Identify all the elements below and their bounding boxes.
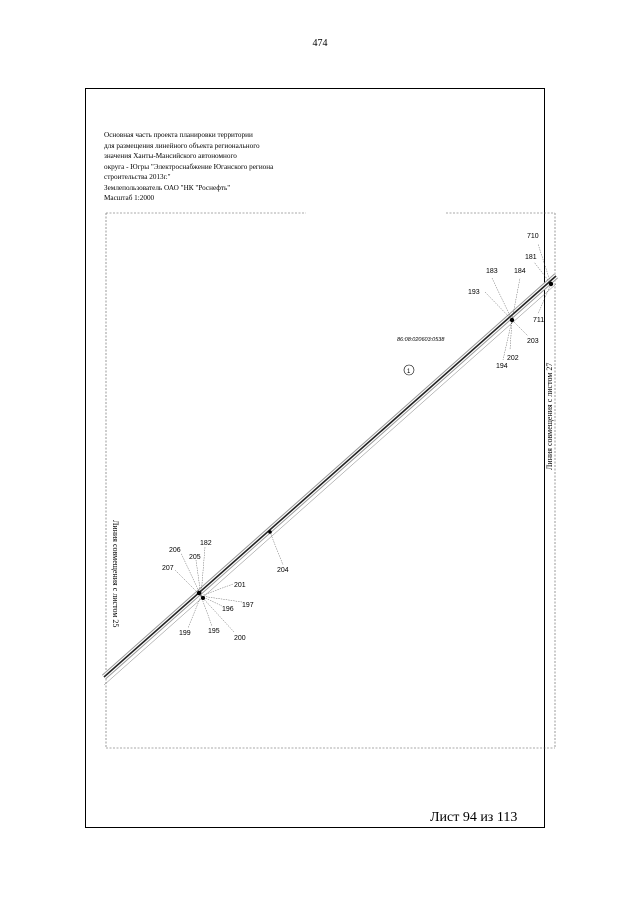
title-line: для размещения линейного объекта регионального (104, 141, 260, 150)
point-label: 183 (486, 268, 498, 275)
left-matchline-label: Линия совмещения с листом 25 (111, 520, 120, 628)
point-label: 195 (208, 628, 220, 635)
point-label: 184 (514, 268, 526, 275)
title-line: значения Ханты-Мансийского автономного (104, 152, 237, 160)
point-label: 196 (222, 606, 234, 613)
turning-point-marker (197, 591, 201, 595)
corridor-axis (104, 276, 556, 677)
point-label: 202 (507, 355, 519, 362)
cadastral-number: 86:08:020603:0538 (397, 337, 445, 343)
lower-leaders (175, 532, 283, 632)
point-label: 206 (169, 547, 181, 554)
point-label: 199 (179, 630, 191, 637)
turning-point-marker (549, 282, 553, 286)
point-label: 181 (525, 254, 537, 261)
point-label: 207 (162, 565, 174, 572)
point-label: 710 (527, 233, 539, 240)
point-label: 200 (234, 635, 246, 642)
zone-marker: 1 (407, 369, 411, 375)
point-label: 204 (277, 567, 289, 574)
turning-point-marker (201, 596, 205, 600)
point-label: 197 (242, 602, 254, 609)
point-label: 205 (189, 554, 201, 561)
scale-line: Масштаб 1:2000 (104, 194, 155, 202)
page-number: 474 (312, 38, 328, 49)
sheet-label: Лист 94 из 113 (430, 810, 518, 825)
landowner-line: Землепользователь ОАО "НК "Роснефть" (104, 183, 231, 192)
turning-point-marker (268, 530, 272, 534)
title-line: Основная часть проекта планировки территории (104, 131, 253, 139)
upper-leaders (485, 244, 551, 360)
point-label: 193 (468, 289, 480, 296)
point-label: 203 (527, 338, 539, 345)
point-label: 194 (496, 363, 508, 370)
turning-point-marker (510, 318, 514, 322)
point-label: 182 (200, 540, 212, 547)
title-line: строительства 2013г." (104, 173, 171, 181)
corridor-offset-line (104, 284, 556, 685)
map-boundary (106, 213, 555, 748)
corridor (104, 276, 556, 685)
point-label: 201 (234, 582, 246, 589)
point-label: 711 (533, 317, 545, 324)
title-line: округа - Югры "Электроснабжение Юганского региона (104, 162, 274, 171)
right-matchline-label: Линия совмещения с листом 27 (545, 362, 554, 470)
